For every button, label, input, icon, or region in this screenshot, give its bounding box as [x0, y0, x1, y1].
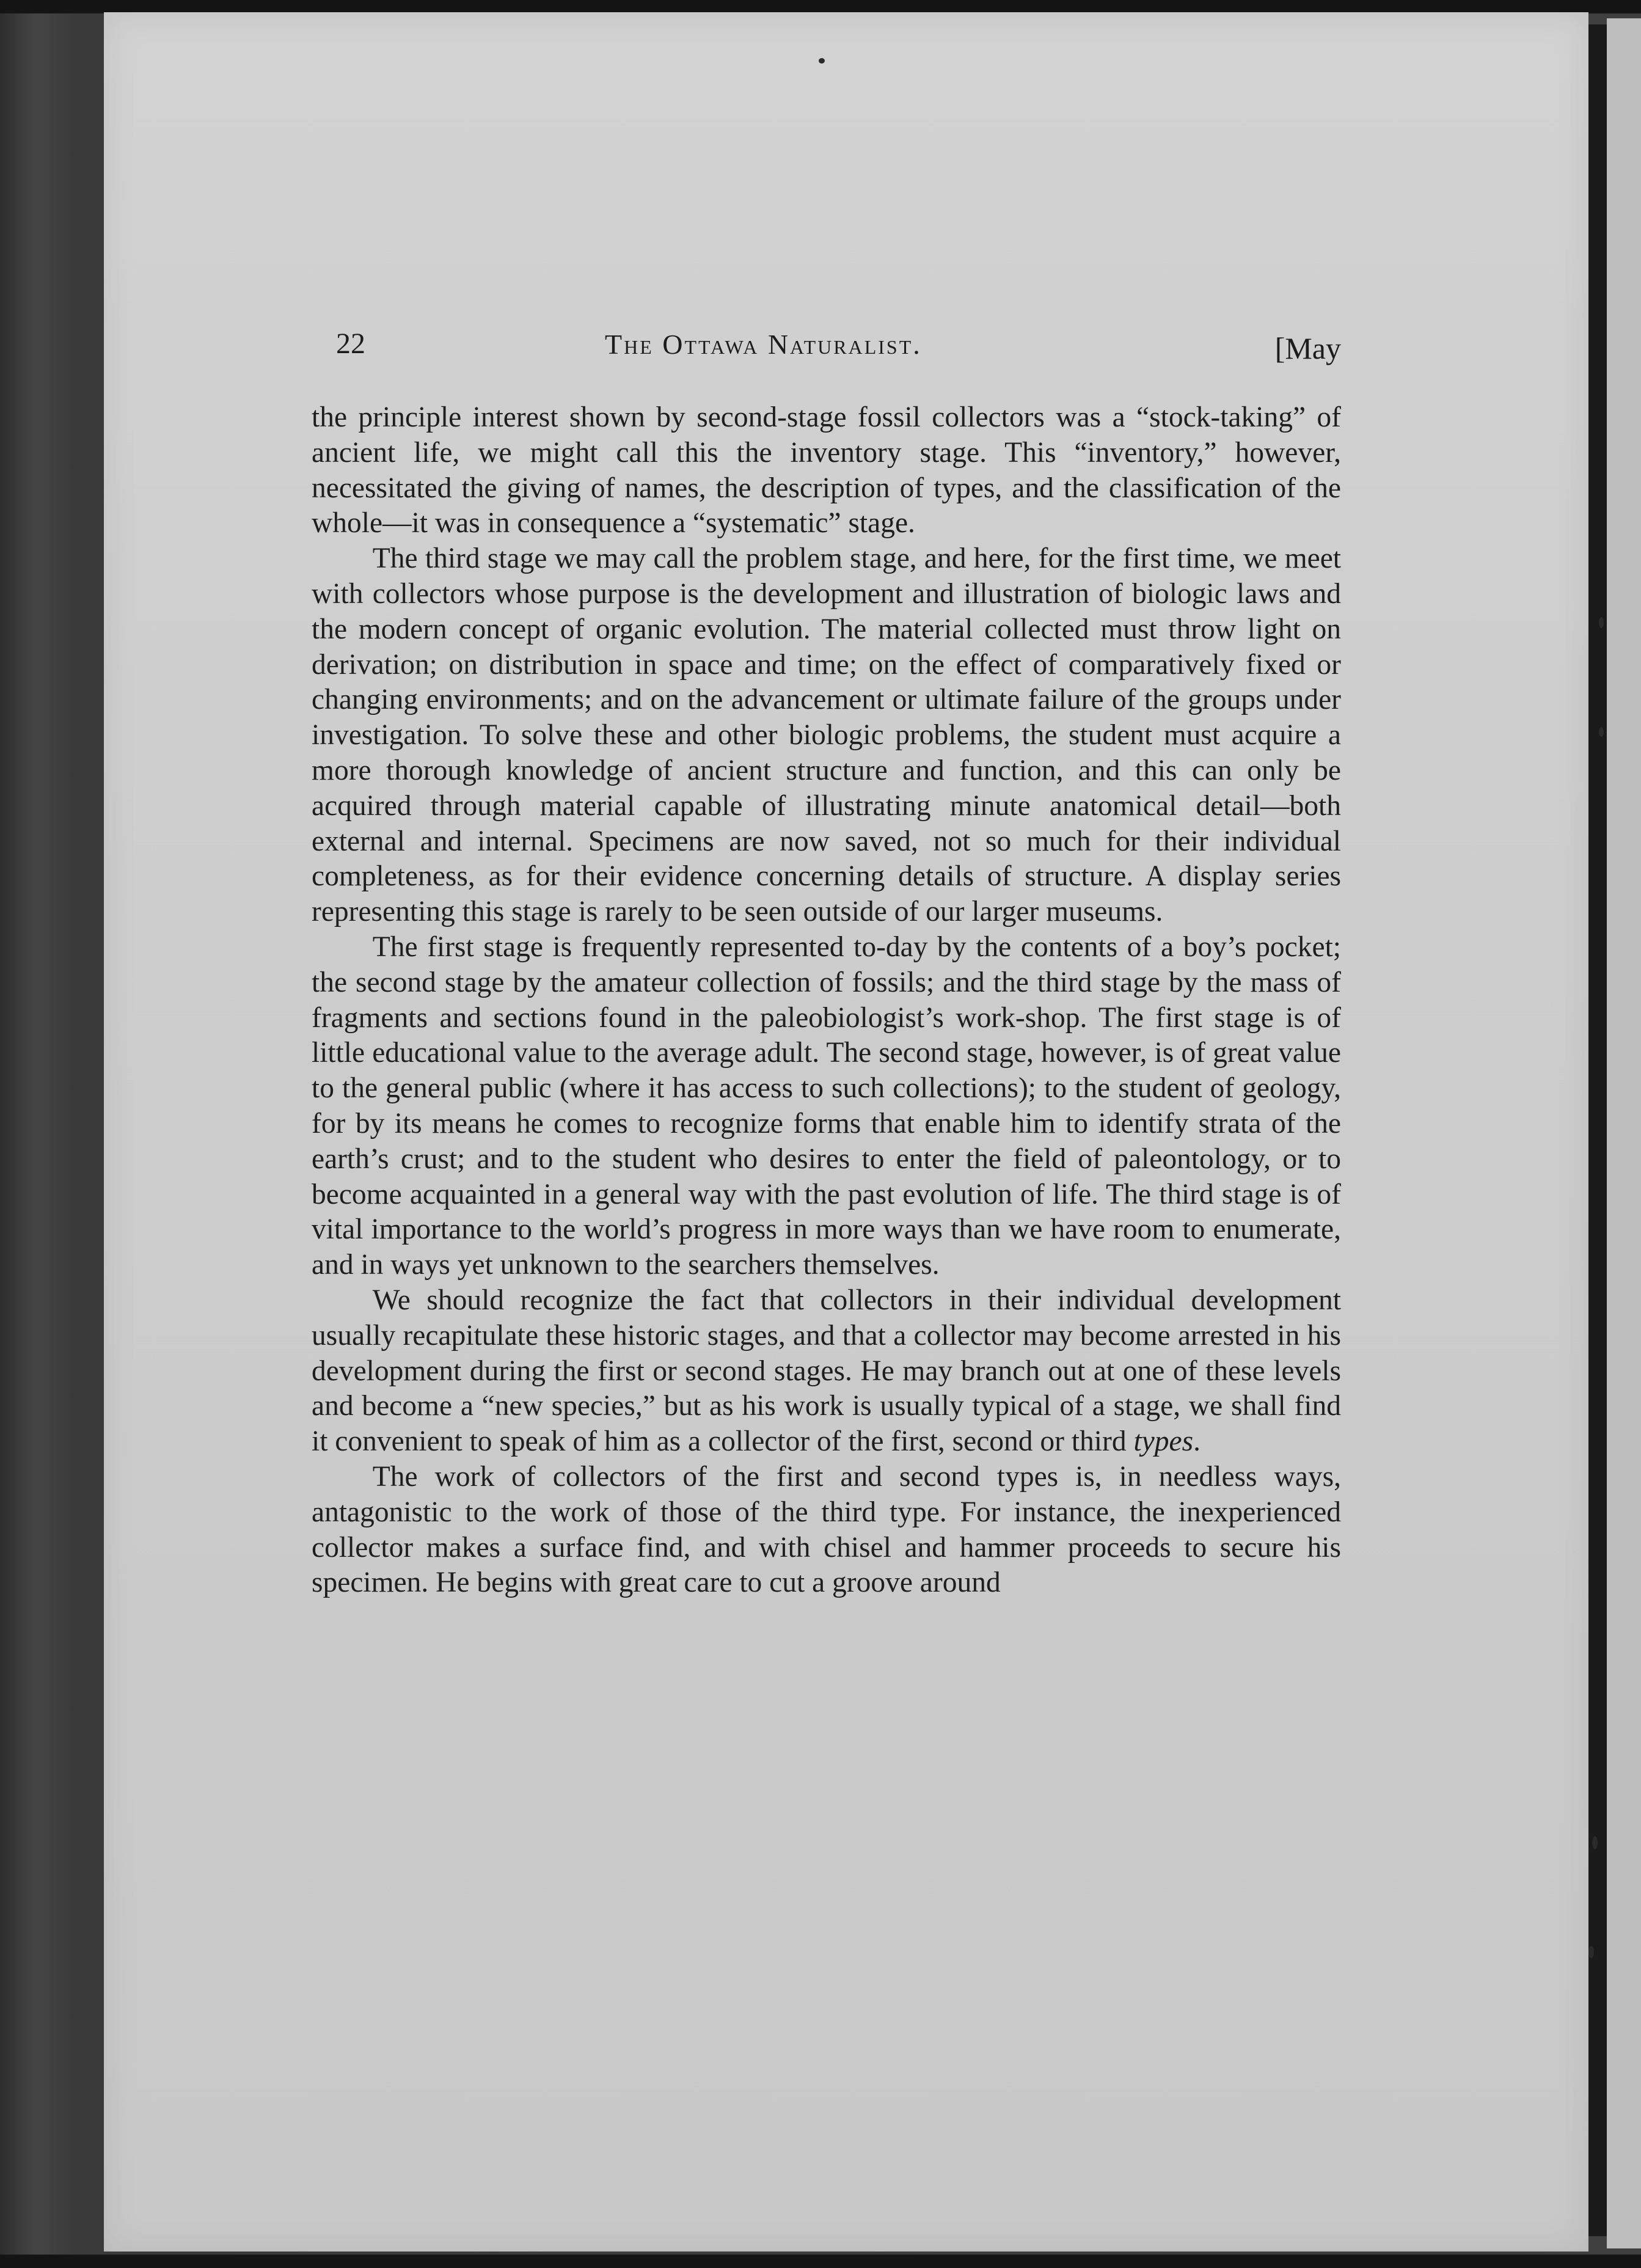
dust-speck	[1592, 1836, 1598, 1849]
paragraph-text: the principle interest shown by second-stage fossil collectors was a “stock-taking” of ancient life, we might call this the inventory stage. This “inventory,” however, necessitated the giving of names, the description of types, and the classification of the whole—it was in consequence a “systematic” stage.	[312, 401, 1341, 540]
paragraph-text: The work of collectors of the first and second types is, in needless ways, antagonistic to the work of those of the third type. For instance, the inexperienced collector makes a surface find, and with chisel and hammer proceeds to secure his specimen. He begins with great care to cut a groove around	[312, 1460, 1341, 1599]
page-header	[336, 327, 1341, 376]
page-number: 22	[336, 327, 365, 360]
paragraph	[312, 400, 1341, 541]
dust-speck	[1599, 617, 1604, 628]
dust-speck	[819, 58, 825, 64]
paragraph	[312, 930, 1341, 1283]
running-title: The Ottawa Naturalist.	[605, 329, 922, 360]
scan-top-border	[0, 0, 1641, 13]
italic-word: types	[1133, 1425, 1194, 1458]
paragraph	[312, 1283, 1341, 1460]
page-gutter-shadow	[1588, 24, 1607, 2236]
issue-month: [May	[1274, 331, 1341, 365]
dust-speck	[1599, 727, 1604, 737]
dust-speck	[1588, 1946, 1594, 1958]
paragraph	[312, 541, 1341, 930]
body-text	[312, 400, 1341, 1601]
paragraph-text: The first stage is frequently represented to-day by the contents of a boy’s pocket; the second stage by the amateur collection of fossils; and the third stage by the mass of fragments and sections found in the paleobiologist’s work-shop. The first stage is of little educational value to the average adult. The second stage, however, is of great value to the general public (where it has access to such collections); to the student of geology, for by its means he comes to recognize forms that enable him to identify strata of the earth’s crust; and to the student who desires to enter the field of paleontology, or to become acquainted in a general way with the past evolution of life. The third stage is of vital importance to the world’s progress in more ways than we have room to enumerate, and in ways yet unknown to the searchers themselves.	[312, 931, 1341, 1281]
punctuation: .	[1193, 1425, 1201, 1458]
paragraph	[312, 1460, 1341, 1601]
scan-bottom-border	[0, 2255, 1641, 2268]
facing-page-edge	[1607, 18, 1641, 2248]
paragraph-text: The third stage we may call the problem stage, and here, for the first time, we meet with collectors whose purpose is the development and illustration of biologic laws and the modern concept of organic evolution. The material collected must throw light on derivation; on distribution in space and time; on the effect of comparatively fixed or changing environments; and on the advancement or ultimate failure of the groups under investigation. To solve these and other biologic problems, the student must acquire a more thorough knowledge of ancient structure and function, and this can only be acquired through material capable of illustrating minute anatomical detail—both external and internal. Specimens are now saved, not so much for their individual completeness, as for their evidence concerning details of structure. A display series representing this stage is rarely to be seen outside of our larger museums.	[312, 543, 1341, 928]
paragraph-text: We should recognize the fact that collectors in their individual development usually recapitulate these historic stages, and that a collector may become arrested in his development during the first or second stages. He may branch out at one of these levels and become a “new species,” but as his work is usually typical of a stage, we shall find it convenient to speak of him as a collector of the first, second or third	[312, 1284, 1341, 1458]
